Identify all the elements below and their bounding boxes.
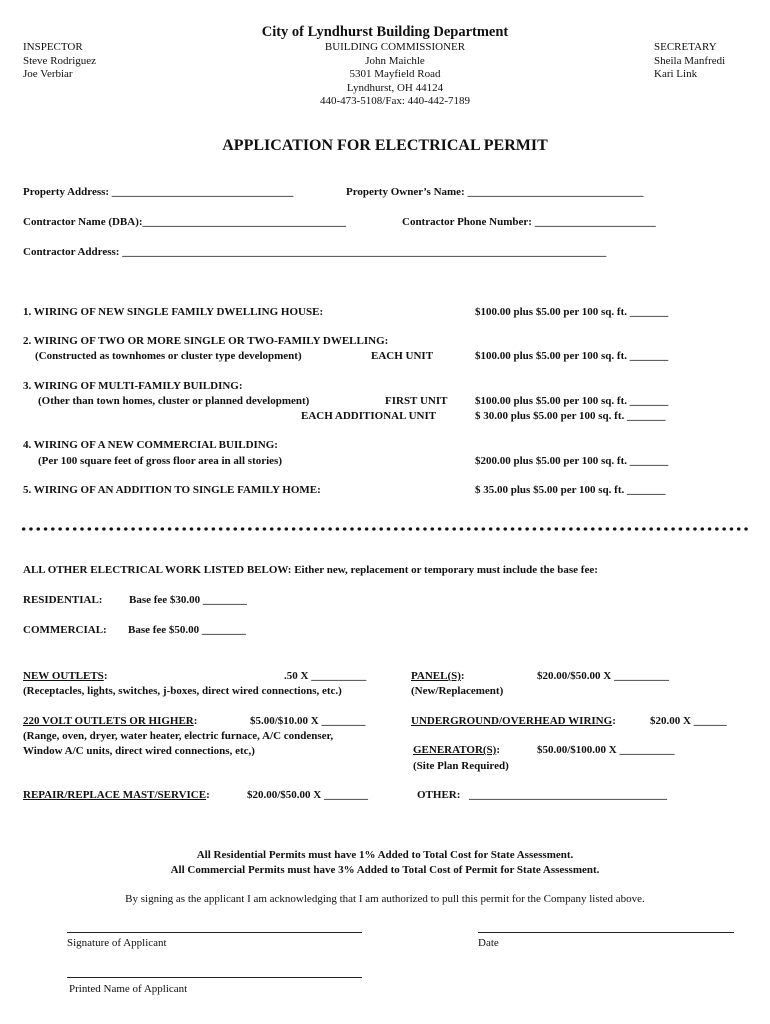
new-outlets-colon: : — [103, 670, 108, 682]
signature-line[interactable] — [67, 932, 362, 933]
commissioner-role: BUILDING COMMISSIONER — [324, 41, 466, 53]
wiring-item-4-label: 4. WIRING OF A NEW COMMERCIAL BUILDING: — [23, 439, 278, 451]
volt220-desc-1: (Range, oven, dryer, water heater, electric furnace, A/C condenser, — [23, 730, 334, 742]
generator-fee[interactable]: $50.00/$100.00 X __________ — [537, 744, 675, 756]
wiring-item-5-fee[interactable]: $ 35.00 plus $5.00 per 100 sq. ft. _______ — [475, 484, 666, 496]
wiring-item-5-label: 5. WIRING OF AN ADDITION TO SINGLE FAMILY HOME: — [23, 484, 321, 496]
new-outlets-heading — [23, 670, 107, 682]
secretary-name-2: Kari Link — [654, 68, 698, 80]
secretary-name-1: Sheila Manfredi — [654, 54, 726, 67]
printed-name-line[interactable] — [67, 977, 362, 978]
dotted-separator — [20, 527, 750, 531]
volt220-desc-2: Window A/C units, direct wired connections, etc,) — [23, 745, 255, 757]
panels-heading — [411, 670, 465, 682]
contractor-name-field[interactable]: Contractor Name (DBA):_____________________________________ — [23, 216, 347, 228]
commissioner-address-2: Lyndhurst, OH 44124 — [346, 81, 444, 94]
wiring-item-1-fee[interactable]: $100.00 plus $5.00 per 100 sq. ft. _______ — [475, 306, 669, 318]
underground-fee[interactable]: $20.00 X ______ — [650, 715, 727, 727]
inspector-role: INSPECTOR — [23, 41, 83, 53]
wiring-item-1-label: 1. WIRING OF NEW SINGLE FAMILY DWELLING HOUSE: — [23, 306, 324, 318]
commissioner-address-1: 5301 Mayfield Road — [349, 68, 441, 80]
wiring-item-3-sub: (Other than town homes, cluster or planned development) — [38, 395, 310, 407]
inspector-name-2: Joe Verbiar — [23, 68, 73, 80]
contractor-address-field[interactable]: Contractor Address: ________________________________________________________________________________________ — [23, 246, 607, 258]
wiring-item-4-sub: (Per 100 square feet of gross floor area in all stories) — [38, 455, 282, 467]
printed-name-label: Printed Name of Applicant — [69, 983, 188, 995]
volt220-heading — [23, 715, 197, 727]
commercial-label: COMMERCIAL: — [23, 624, 107, 636]
panels-colon: : — [460, 670, 465, 682]
panels-label: PANEL(S) — [411, 670, 461, 682]
generator-colon: : — [496, 744, 500, 756]
wiring-item-3-fee-2[interactable]: $ 30.00 plus $5.00 per 100 sq. ft. _______ — [475, 410, 666, 422]
repair-colon: : — [206, 789, 210, 801]
wiring-item-3-fee-1[interactable]: $100.00 plus $5.00 per 100 sq. ft. _______ — [475, 395, 669, 407]
new-outlets-label: NEW OUTLETS — [23, 670, 104, 682]
generator-heading — [413, 744, 500, 756]
contractor-phone-field[interactable]: Contractor Phone Number: ______________________ — [402, 216, 656, 228]
property-address-field[interactable]: Property Address: _________________________________ — [23, 186, 294, 198]
wiring-item-3-unit-1: FIRST UNIT — [385, 395, 448, 407]
wiring-item-2-fee[interactable]: $100.00 plus $5.00 per 100 sq. ft. _______ — [475, 350, 669, 362]
wiring-item-3-unit-2: EACH ADDITIONAL UNIT — [301, 410, 437, 422]
wiring-item-3-label: 3. WIRING OF MULTI-FAMILY BUILDING: — [23, 380, 243, 392]
other-label: OTHER: — [417, 789, 461, 801]
repair-label: REPAIR/REPLACE MAST/SERVICE — [23, 789, 207, 801]
generator-label: GENERATOR(S) — [413, 744, 497, 756]
other-field[interactable]: ____________________________________ — [469, 789, 667, 801]
commissioner-name: John Maichle — [365, 54, 425, 67]
commissioner-block — [250, 41, 540, 109]
repair-fee[interactable]: $20.00/$50.00 X ________ — [247, 789, 368, 801]
secretary-role: SECRETARY — [654, 41, 717, 53]
residential-note: All Residential Permits must have 1% Added to Total Cost for State Assessment. — [196, 849, 574, 861]
form-title: APPLICATION FOR ELECTRICAL PERMIT — [222, 137, 548, 154]
wiring-item-2-sub: (Constructed as townhomes or cluster type development) — [35, 350, 302, 362]
wiring-item-4-fee[interactable]: $200.00 plus $5.00 per 100 sq. ft. _______ — [475, 455, 669, 467]
residential-base-fee[interactable]: Base fee $30.00 ________ — [129, 594, 247, 606]
panels-desc: (New/Replacement) — [411, 685, 504, 697]
volt220-fee[interactable]: $5.00/$10.00 X ________ — [250, 715, 366, 727]
wiring-item-2-unit: EACH UNIT — [371, 350, 434, 362]
volt220-colon: : — [193, 715, 198, 727]
wiring-item-2-label: 2. WIRING OF TWO OR MORE SINGLE OR TWO-FAMILY DWELLING: — [23, 335, 389, 347]
underground-label: UNDERGROUND/OVERHEAD WIRING — [411, 715, 613, 727]
inspector-block — [23, 41, 96, 82]
new-outlets-fee[interactable]: .50 X __________ — [284, 670, 367, 682]
inspector-name-1: Steve Rodriguez — [23, 54, 97, 67]
date-label: Date — [478, 937, 499, 949]
underground-heading — [411, 715, 616, 727]
secretary-block — [654, 41, 725, 82]
panels-fee[interactable]: $20.00/$50.00 X __________ — [537, 670, 669, 682]
acknowledgement-text: By signing as the applicant I am acknowledging that I am authorized to pull this permit for the Company listed above. — [125, 893, 645, 905]
commercial-base-fee[interactable]: Base fee $50.00 ________ — [128, 624, 246, 636]
volt220-label: 220 VOLT OUTLETS OR HIGHER — [23, 715, 194, 727]
department-title: City of Lyndhurst Building Department — [261, 24, 509, 40]
other-work-intro: ALL OTHER ELECTRICAL WORK LISTED BELOW: Either new, replacement or temporary must include the base fee: — [23, 564, 598, 576]
commercial-note: All Commercial Permits must have 3% Added to Total Cost of Permit for State Assessment. — [170, 864, 600, 876]
generator-desc: (Site Plan Required) — [413, 760, 509, 772]
signature-label: Signature of Applicant — [67, 937, 167, 949]
repair-heading — [23, 789, 210, 801]
underground-colon: : — [612, 715, 616, 727]
commissioner-phone: 440-473-5108/Fax: 440-442-7189 — [319, 95, 470, 107]
property-owner-field[interactable]: Property Owner’s Name: ________________________________ — [346, 186, 644, 198]
residential-label: RESIDENTIAL: — [23, 594, 103, 606]
date-line[interactable] — [478, 932, 734, 933]
new-outlets-desc: (Receptacles, lights, switches, j-boxes, direct wired connections, etc.) — [23, 685, 342, 697]
